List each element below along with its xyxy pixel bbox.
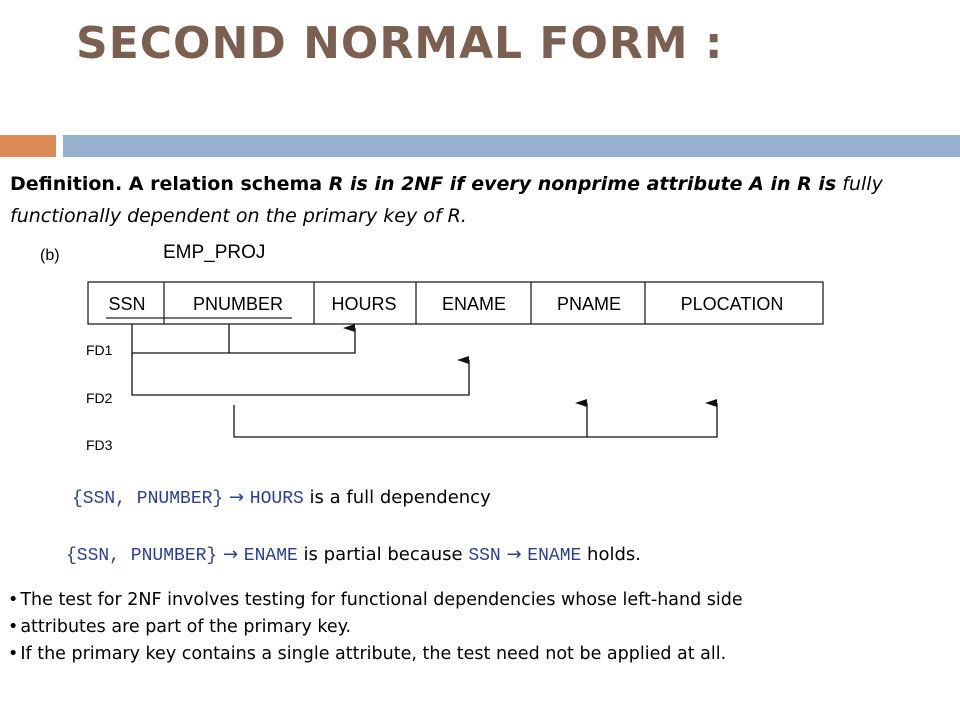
definition-label: Definition. [10, 173, 123, 195]
bullet-item: • If the primary key contains a single attribute, the test need not be applied at all. [8, 641, 953, 668]
fd2-arrow [132, 353, 469, 395]
col-ssn: SSN [108, 294, 146, 314]
col-hours: HOURS [331, 294, 397, 314]
dep1-lhs: {SSN, PNUMBER} [72, 489, 224, 509]
dep2-rhs: ENAME [243, 546, 298, 566]
arrow-right-icon: → [228, 487, 245, 508]
figure-label: (b) [40, 247, 60, 264]
dep2-lhs2: SSN [468, 546, 501, 566]
fd1-label: FD1 [86, 342, 113, 358]
dep1-text: is a full dependency [309, 487, 491, 508]
col-pnumber: PNUMBER [192, 294, 284, 314]
relation-name: EMP_PROJ [163, 242, 266, 263]
col-ename: ENAME [441, 294, 507, 314]
col-pname: PNAME [556, 294, 622, 314]
dep1-rhs: HOURS [249, 489, 304, 509]
dep2-text2: holds. [587, 544, 641, 565]
fd3-label: FD3 [86, 437, 113, 453]
fd2-label: FD2 [86, 390, 113, 406]
dep2-text: is partial because [303, 544, 469, 565]
accent-bar-blue [63, 135, 960, 157]
emp-proj-diagram [0, 235, 960, 470]
full-dependency-line [72, 487, 491, 509]
partial-dependency-line [66, 544, 641, 566]
col-plocation: PLOCATION [680, 294, 784, 314]
bullet-item: • The test for 2NF involves testing for functional dependencies whose left-hand side [8, 587, 953, 614]
accent-bar-orange [0, 135, 56, 157]
definition-phrase-2: is in 2NF if every nonprime attribute A in R is [343, 173, 837, 195]
slide-title: SECOND NORMAL FORM : [76, 18, 724, 69]
fd3-arrow [234, 403, 717, 437]
fd1-arrow [132, 324, 355, 353]
definition-phrase-3: fully functionally dependent on the primary key of R. [10, 173, 883, 227]
arrow-right-icon: → [506, 544, 522, 565]
bullet-item: • attributes are part of the primary key. [8, 614, 953, 641]
definition-text [10, 168, 950, 232]
dep2-rhs2: ENAME [527, 546, 582, 566]
dep2-lhs: {SSN, PNUMBER} [66, 546, 218, 566]
arrow-right-icon: → [222, 544, 239, 565]
definition-relation-r: R [328, 173, 344, 195]
definition-phrase-1: A relation schema [122, 173, 329, 195]
bullet-list [8, 587, 953, 668]
